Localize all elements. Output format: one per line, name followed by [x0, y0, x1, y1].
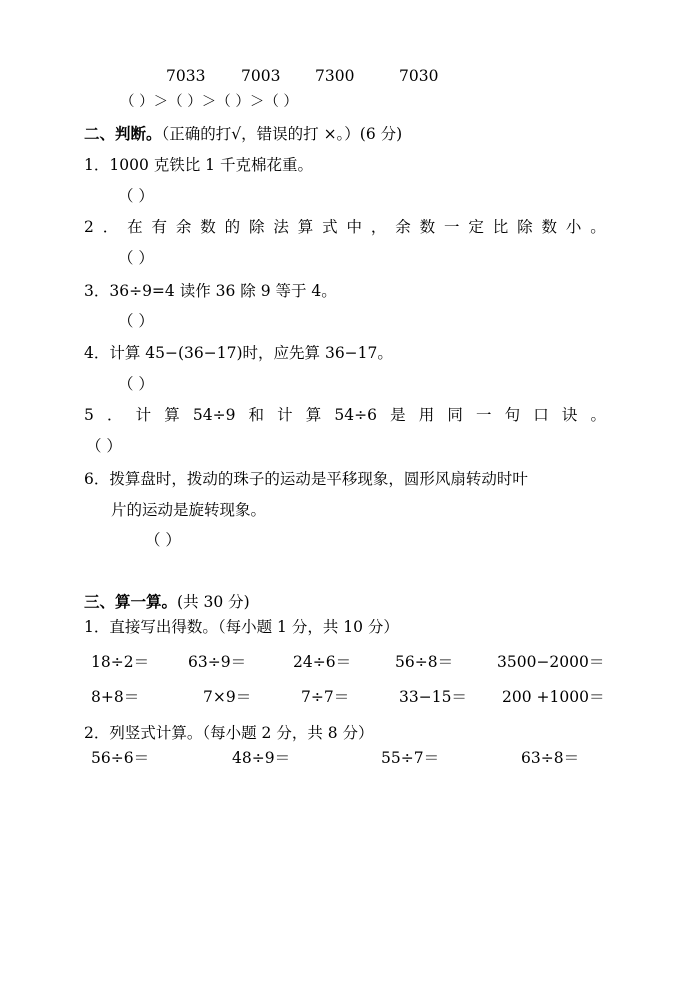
q5-char: 5 — [84, 406, 94, 424]
compare-number-1: 7033 — [166, 67, 206, 85]
calc-2-2: 7×9＝ — [203, 688, 252, 706]
answer-blank-3: （ ） — [118, 312, 154, 330]
q2-char: 在 — [127, 218, 143, 236]
q2-char: 有 — [151, 218, 167, 236]
judge-question-3: 3．36÷9=4 读作 36 除 9 等于 4。 — [84, 282, 337, 300]
q2-char: 小 — [565, 218, 582, 236]
vertical-calc-3: 55÷7＝ — [381, 749, 440, 767]
q2-char: 定 — [468, 218, 484, 236]
answer-blank-5: （ ） — [86, 437, 122, 455]
calc-1-4: 56÷8＝ — [395, 653, 454, 671]
section2-heading — [84, 124, 402, 144]
q5-char: 用 — [418, 406, 435, 424]
q2-char: 除 — [517, 218, 533, 236]
q5-char: 和 — [248, 406, 265, 424]
q5-char: 。 — [590, 406, 606, 424]
answer-blank-6: （ ） — [145, 531, 181, 549]
q5-char: 同 — [447, 406, 463, 424]
compare-number-2: 7003 — [241, 67, 281, 85]
section3-points: (共 30 分) — [177, 593, 250, 611]
section3-sub2: 2．列竖式计算。（每小题 2 分，共 8 分） — [84, 724, 374, 742]
q2-char: 数 — [541, 218, 557, 236]
q2-char: 。 — [590, 218, 606, 236]
judge-question-6-line1: 6．拨算盘时，拨动的珠子的运动是平移现象，圆形风扇转动时叶 — [84, 470, 528, 488]
compare-blanks: （ ）＞（ ）＞（ ）＞（ ） — [120, 94, 298, 110]
vertical-calc-1: 56÷6＝ — [91, 749, 150, 767]
q2-char: 余 — [175, 218, 192, 236]
judge-question-2 — [84, 217, 606, 237]
vertical-calc-4: 63÷8＝ — [521, 749, 580, 767]
q2-char: 一 — [443, 218, 460, 236]
calc-2-5: 200 +1000＝ — [502, 688, 605, 706]
compare-number-3: 7300 — [315, 67, 355, 85]
q5-char: 句 — [504, 406, 521, 424]
q5-char: 算 — [305, 406, 322, 424]
q2-char: 2 — [84, 218, 94, 236]
q2-char: 式 — [322, 218, 338, 236]
q5-char: 54÷9 — [192, 406, 236, 424]
q5-char: 计 — [135, 406, 152, 424]
vertical-calc-2: 48÷9＝ — [232, 749, 291, 767]
q5-char: 54÷6 — [334, 406, 377, 424]
q2-char: 余 — [395, 218, 411, 236]
q2-char: 的 — [224, 218, 241, 236]
q2-char: 中 — [346, 218, 362, 236]
q2-char: 数 — [419, 218, 436, 236]
section3-heading — [84, 592, 250, 612]
section2-title: 二、判断。 — [84, 124, 162, 143]
section3-sub1: 1．直接写出得数。（每小题 1 分，共 10 分） — [84, 618, 399, 636]
judge-question-6-line2: 片的运动是旋转现象。 — [111, 501, 267, 519]
q5-char: 计 — [277, 406, 293, 424]
judge-question-1: 1．1000 克铁比 1 千克棉花重。 — [84, 156, 313, 174]
calc-2-3: 7÷7＝ — [301, 688, 350, 706]
q2-char: 算 — [297, 218, 314, 236]
compare-number-4: 7030 — [399, 67, 439, 85]
calc-2-1: 8+8＝ — [91, 688, 140, 706]
q2-char: ． — [102, 218, 119, 236]
calc-2-4: 33−15＝ — [399, 688, 467, 706]
q2-char: 比 — [492, 218, 509, 236]
calc-1-5: 3500−2000＝ — [497, 653, 605, 671]
calc-1-2: 63÷9＝ — [188, 653, 247, 671]
q5-char: 诀 — [561, 406, 578, 424]
q5-char: ． — [106, 406, 123, 424]
q5-char: 口 — [533, 406, 549, 424]
section2-note: （正确的打√，错误的打 ×。）(6 分) — [161, 125, 403, 143]
judge-question-4: 4．计算 45−(36−17)时，应先算 36−17。 — [84, 344, 393, 362]
answer-blank-4: （ ） — [118, 375, 154, 393]
answer-blank-1: （ ） — [118, 187, 154, 205]
answer-blank-2: （ ） — [118, 249, 154, 267]
q2-char: 除 — [248, 218, 265, 236]
calc-1-1: 18÷2＝ — [91, 653, 150, 671]
calc-1-3: 24÷6＝ — [293, 653, 352, 671]
q5-char: 一 — [475, 406, 492, 424]
section3-title: 三、算一算。 — [84, 592, 178, 611]
q5-char: 算 — [164, 406, 180, 424]
q2-char: 数 — [200, 218, 216, 236]
judge-question-5 — [84, 405, 606, 425]
q2-char: ， — [370, 218, 387, 236]
q2-char: 法 — [273, 218, 289, 236]
q5-char: 是 — [390, 406, 406, 424]
